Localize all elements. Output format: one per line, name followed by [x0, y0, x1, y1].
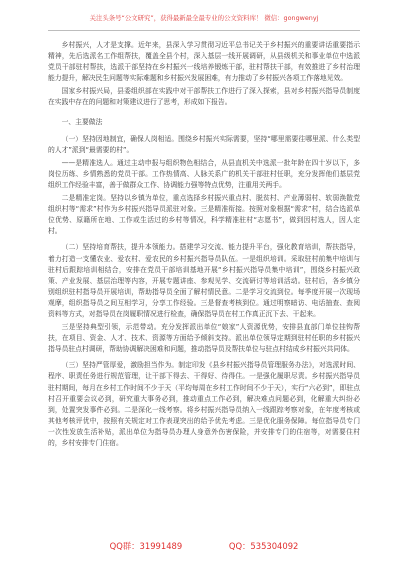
header-divider [48, 30, 360, 31]
body-paragraph-4: （二）坚持培育帮扶，提升本领能力。搭建学习交流、能力提升平台，强化教育培训，帮扶指导，着力打造一支懂农业、爱农村、爱农民的乡村振兴指导员队伍。一是组织培训。采取驻村前集中培训与驻村后跟踪培训相结合，安排在党员干部培训基地开展“乡村振兴指导员集中培训”，围绕乡村振兴政策、产业发展、基层治理等内容，开展专题讲座、参观见学、交流研讨等培训活动。驻村后，各乡镇分别组织驻村指导员开展培训，帮助指导员全面了解村情民意。二是学习交流到位。每季度开展一次现场观摩，组织指导员之间互相学习，分享工作经验。三是督查考核到位。通过明察暗访、电话抽查、查阅资料等方式，对指导员在岗履职情况进行检查，确保指导员在村工作真正沉下去、干起来。 [48, 243, 360, 318]
body-paragraph-2: ——是精准选人。通过主动申报与组织物色相结合，从县直机关中选派一批年龄在四十岁以下，多岗位历练、乡情熟悉的党员干部。工作热情高、人脉关系广的机关干部驻村任职，充分发挥他们基层党组织工作经验丰富，善于做群众工作、协调能力强等特点优势，注重用关两手。 [48, 158, 360, 189]
footer-contact [0, 541, 408, 551]
footer-qq-group: QQ群：31991489 [109, 541, 183, 551]
body-paragraph-3: 二是精准定岗。坚持以乡镇为单位，重点选择乡村振兴重点村、脱贫村、产业薄弱村、软弱涣散党组织村等“需求”村作为乡村振兴指导员派驻对象。三是精准衔接。按照对象根据“需求”村，结合选派单位优势、原籍所在地、工作或生活过的乡村等情况，科学精准驻村“志愿书”，做到因村选人，因人定村。 [48, 194, 360, 236]
footer-qq-number: QQ：535304092 [228, 541, 299, 551]
header-notice: 关注头条号“公文研究”，获得最新最全最专业的公文资料库！ 微信：gongwenyj [89, 14, 319, 22]
intro-paragraph-2: 国家乡村振兴局，县委组织部在实践中对干部帮扶工作进行了深入探索，县对乡村振兴指导员制度在实践中存在的问题和对策建议进行了思考，形成如下报告。 [48, 87, 360, 107]
body-paragraph-1: （一）坚持因地制宜，确保人岗相适。围绕乡村振兴实际需要，坚持“哪里需要往哪里派、什么类型的人才”派到“最需要的村”。 [48, 134, 360, 154]
body-paragraph-6: （三）坚持严管厚爱，激励担当作为。制定印发《县乡村振兴指导员管理服务办法》，对选派时间、程序、职责任务进行规范管理，让干部下得去、干得好、待得住。一是强化履职尽责。乡村振兴指导员驻村期间，每月在乡村工作时间不少于天（平均每周在乡村工作时间不少于天），实行“六必到”，即驻点村召开重要会议必到，研究重大事务必到，推动重点工作必到，解决难点问题必到，化解重大纠纷必到，处置突发事件必到。二是深化一线考察。将乡村振兴指导员纳入一线跟踪考察对象，在年度考核或其他考核评优中，按照有关规定对工作表现突出的给予优先考虑。三是优化服务保障。每位指导员专门一次性发放生活补贴，派出单位为指导员办理人身意外伤害保险，并安排专门的住宿等，对需要住村的，乡村安排专门住宿。 [48, 361, 360, 447]
section-heading: 一、主要做法 [61, 117, 103, 126]
document-body [48, 40, 360, 451]
intro-paragraph: 乡村振兴，人才是支撑。近年来，县深入学习贯彻习近平总书记关于乡村振兴的重要讲话重要指示精神，先后选派名工作组帮扶，覆盖全县个村，深入基层一线开展调研，从县级机关和事业单位中选派党员干部驻村帮扶，选派干部坚持在乡村振兴一线培养锻炼干部，驻村帮扶干部，有效推进了乡村治理能力提升，解决民生问题等实际难题和乡村振兴发展困难，有力推动了乡村振兴各项工作落地见效。 [48, 41, 360, 83]
body-paragraph-5: 三是坚持典型引领，示范带动。充分发挥派出单位“娘家”人资源优势，安排县直部门单位挂钩帮扶，在项目、资金、人才、技术、资源等方面给予倾斜支持。派出单位领导定期到驻村任职的乡村振兴指导员驻点村调研，帮助协调解决困难和问题，推动指导员及帮扶单位与驻点村结成乡村振兴共同体。 [48, 323, 360, 354]
